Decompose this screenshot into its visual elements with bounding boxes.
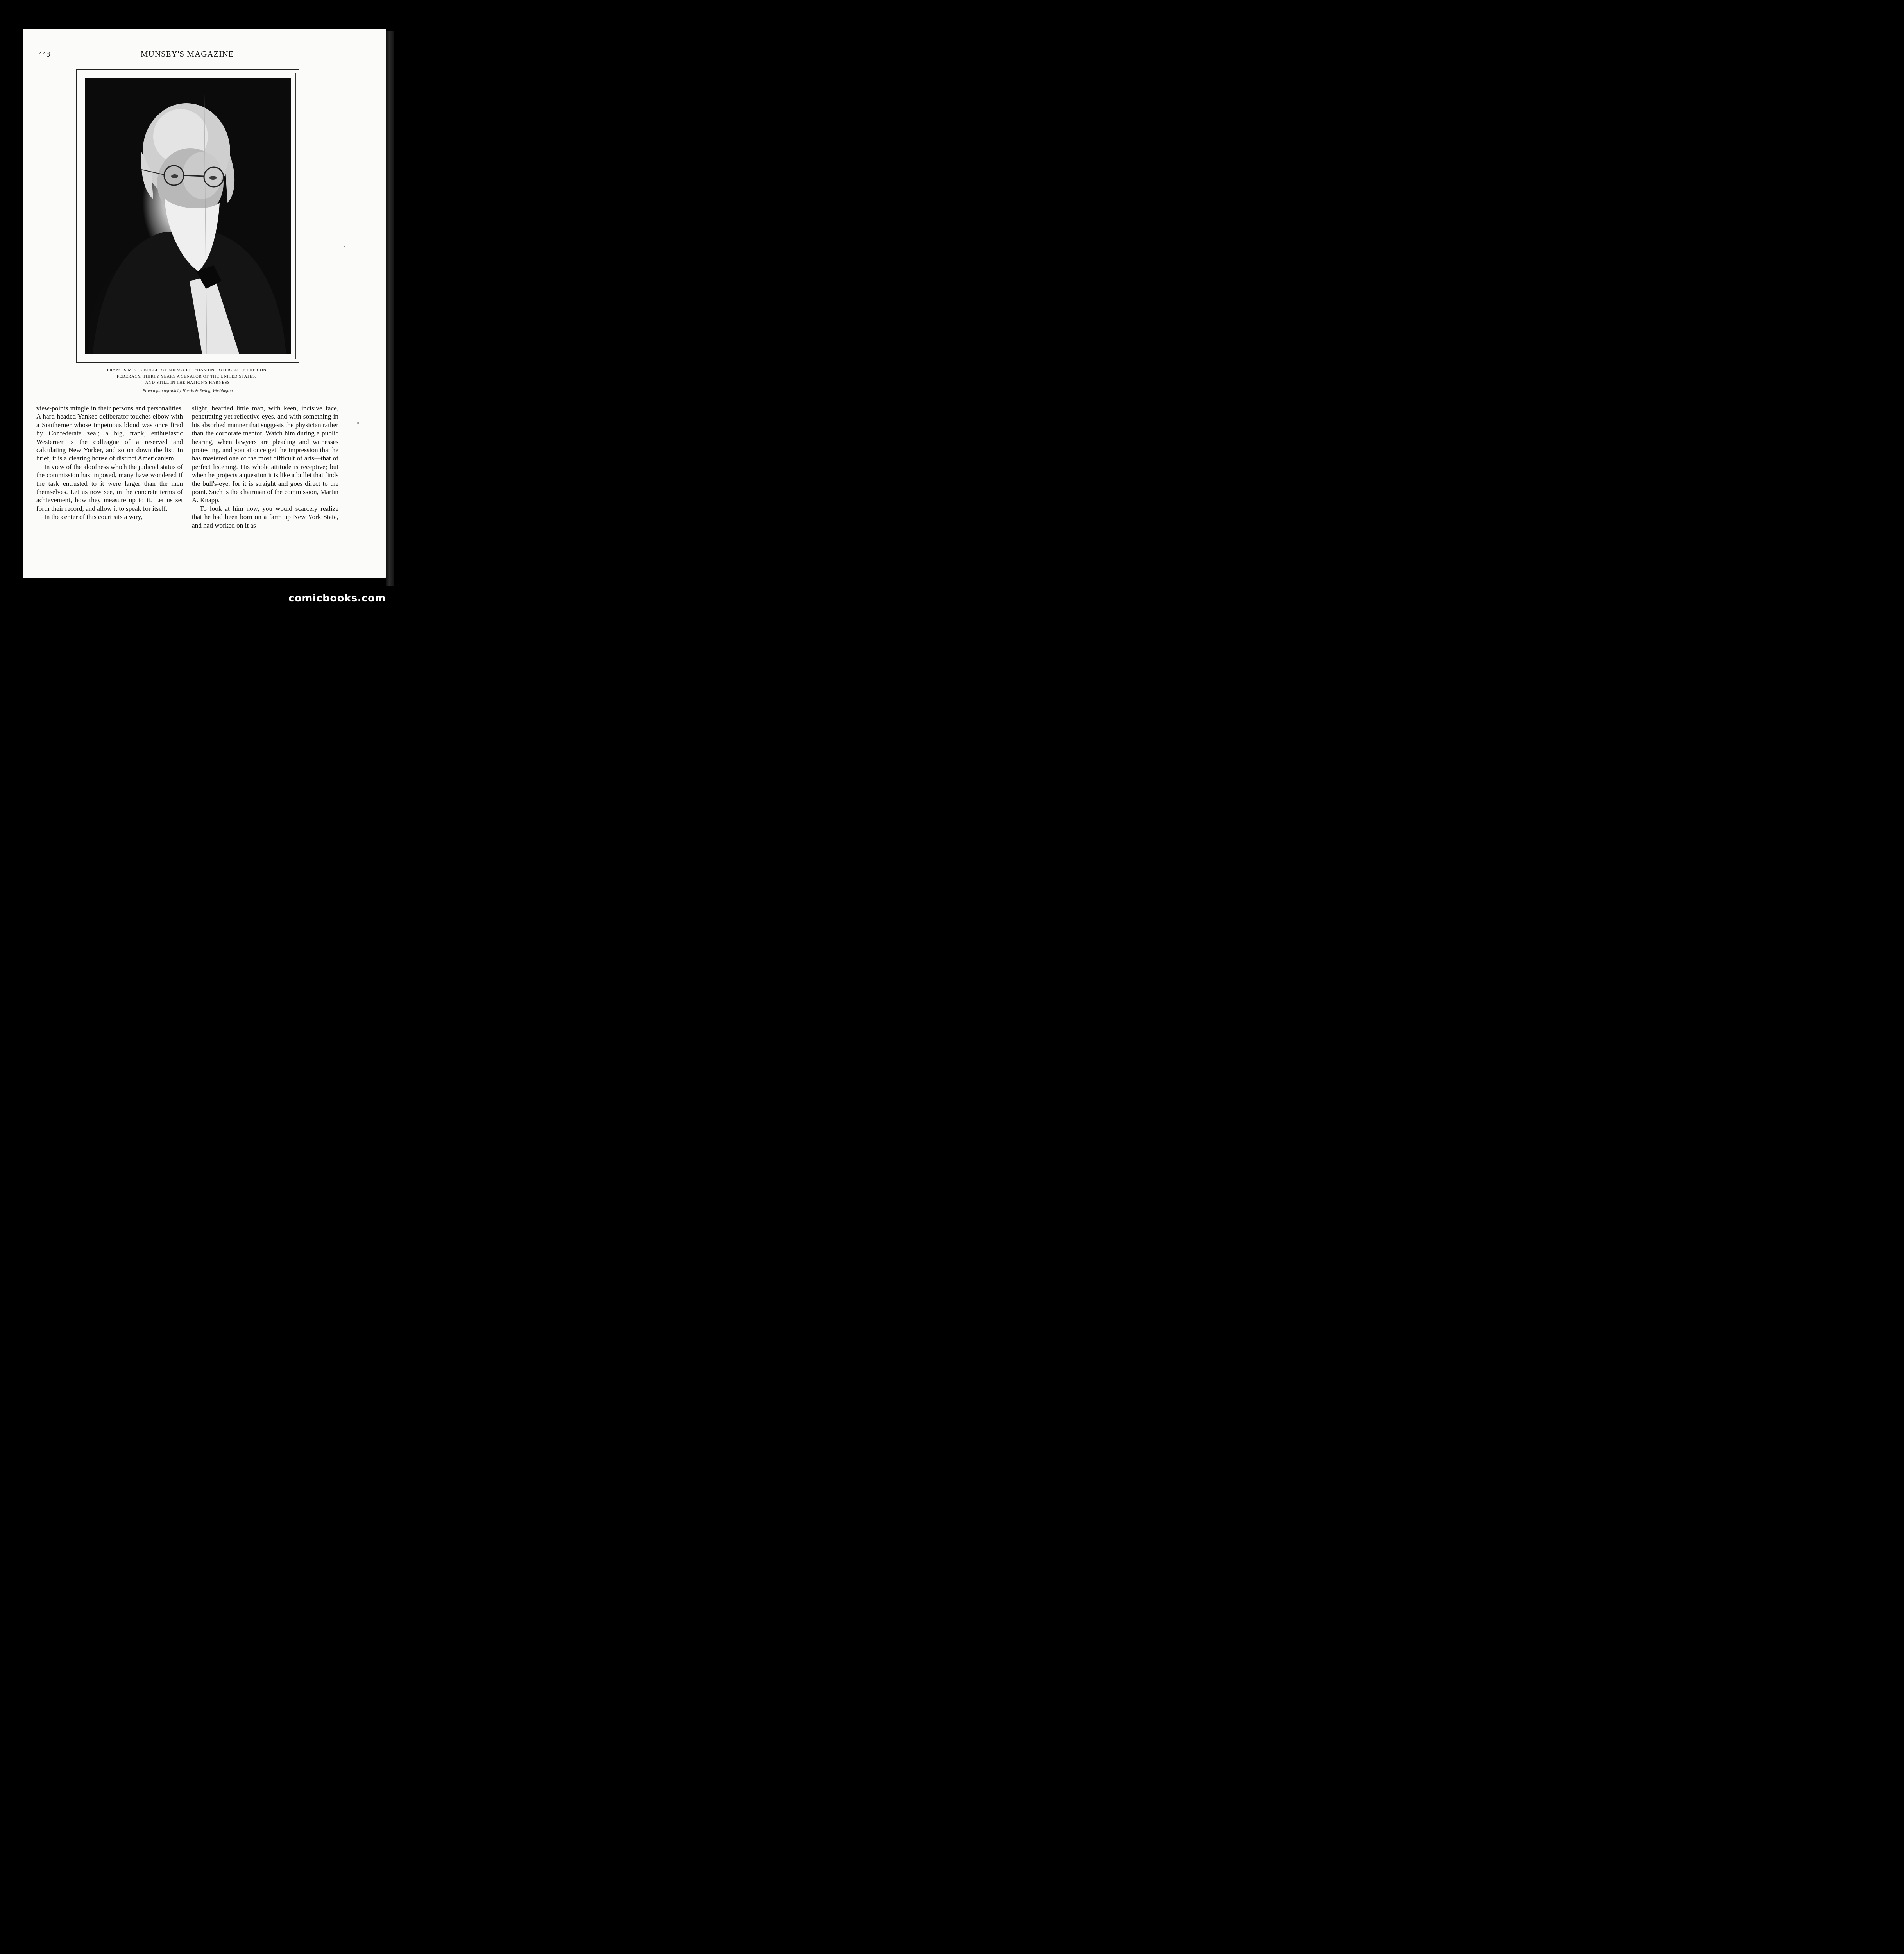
watermark: comicbooks.com xyxy=(288,592,386,604)
paragraph: slight, bearded little man, with keen, incisive face, penetrating yet reflective eyes, and with something in his absorbed manner that suggests the physician rather than the corporate mentor. Watch him during a public hearing, when lawyers are pleading and witnesses protesting, and you at once get the impression that he has mastered one of the most difficult of arts—that of perfect listening. His whole attitude is receptive; but when he projects a question it is like a bullet that finds the bull's-eye, for it is straight and goes direct to the point. Such is the chairman of the commission, Martin A. Knapp. xyxy=(192,404,338,504)
photo-caption xyxy=(80,367,295,386)
portrait-photo xyxy=(85,78,291,354)
page-number: 448 xyxy=(38,50,50,59)
next-page-edge xyxy=(386,31,394,586)
magazine-title: MUNSEY'S MAGAZINE xyxy=(141,49,234,59)
text-column-left xyxy=(36,404,183,521)
paragraph: To look at him now, you would scarcely realize that he had been born on a farm up New York State, and had worked on it as xyxy=(192,505,338,529)
paper-speck xyxy=(344,246,345,247)
portrait-illustration xyxy=(85,78,291,354)
photo-credit: From a photograph by Harris & Ewing, Washington xyxy=(142,388,233,393)
paragraph: In the center of this court sits a wiry, xyxy=(44,513,143,521)
paper-speck xyxy=(357,422,359,424)
paragraph: view-points mingle in their persons and personalities. A hard-headed Yankee deliberator touches elbow with a Southerner whose impetuous blood was once fired by Confederate zeal; a big, frank, enthusiastic Westerner is the colleague of a reserved and calculating New Yorker, and so on down the list. In brief, it is a clearing house of distinct Americanism. xyxy=(36,404,183,462)
caption-line: FRANCIS M. COCKRELL, OF MISSOURI—"DASHING OFFICER OF THE CON- xyxy=(107,368,268,372)
caption-line: FEDERACY, THIRTY YEARS A SENATOR OF THE UNITED STATES," xyxy=(116,374,259,379)
caption-line: AND STILL IN THE NATION'S HARNESS xyxy=(145,381,230,385)
text-column-right xyxy=(192,404,338,530)
paragraph: In view of the aloofness which the judicial status of the commission has imposed, many have wondered if the task entrusted to it were larger than the men themselves. Let us now see, in the concrete terms of achievement, how they measure up to it. Let us set forth their record, and allow it to speak for itself. xyxy=(36,463,183,512)
